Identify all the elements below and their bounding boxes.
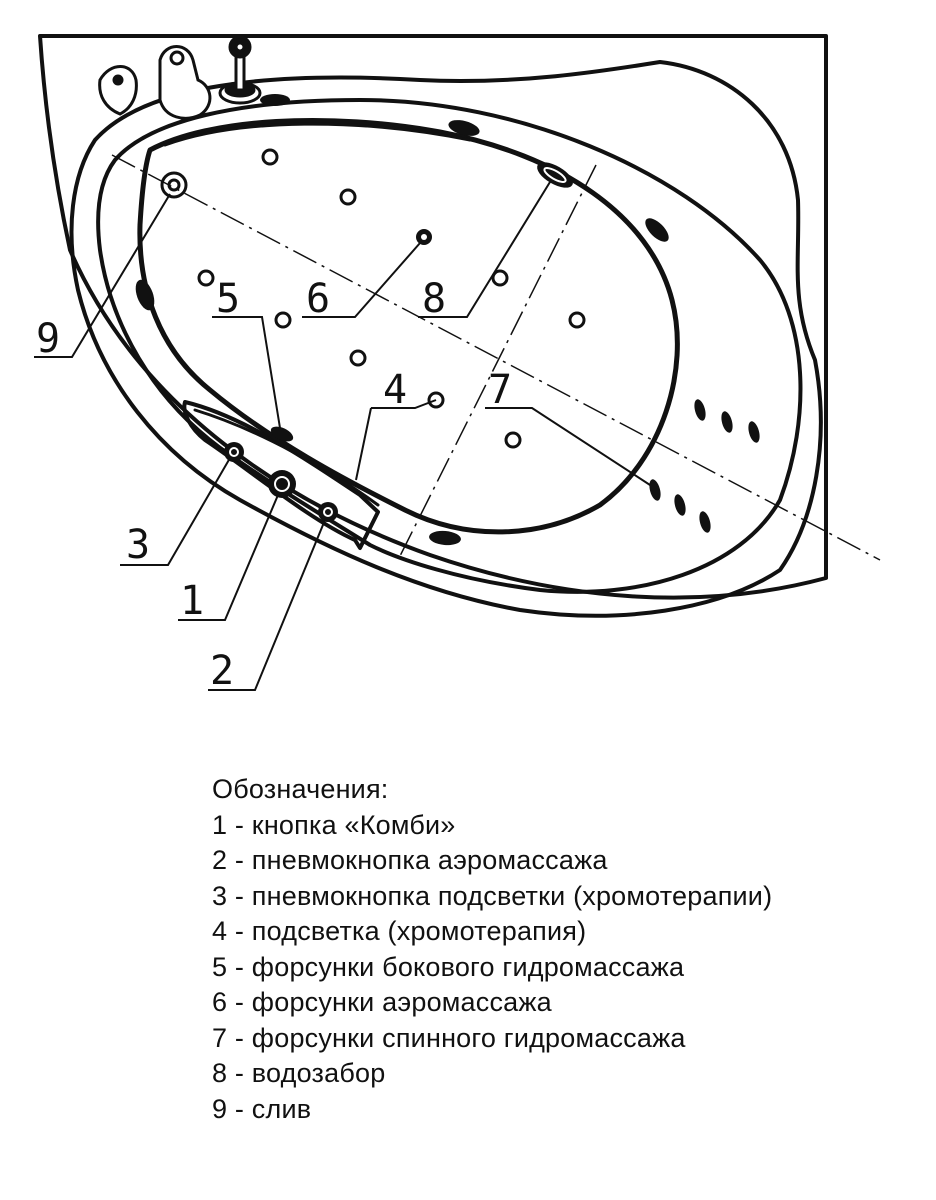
leader-5: [212, 317, 280, 428]
air-jet: [506, 433, 520, 447]
legend: [212, 772, 772, 1127]
back-jet: [647, 478, 662, 502]
callout-2: 2: [210, 648, 235, 694]
callout-5: 5: [216, 276, 241, 322]
rim-slot: [428, 530, 461, 547]
air-jet: [199, 271, 213, 285]
back-jet: [719, 410, 734, 434]
center-line-cross: [398, 165, 596, 560]
callout-1: 1: [180, 578, 205, 624]
callout-4: 4: [383, 367, 408, 413]
callout-6: 6: [306, 276, 331, 322]
faucet-spout-icon: [160, 47, 210, 119]
combi-button: [268, 470, 296, 498]
bathtub-inner-rim: [98, 100, 800, 592]
shower-holder-icon: [220, 37, 260, 103]
legend-item: 2 - пневмокнопка аэромассажа: [212, 845, 608, 875]
air-jet: [263, 150, 277, 164]
legend-item: 9 - слив: [212, 1093, 312, 1124]
legend-item: 6 - форсунки аэромассажа: [212, 987, 552, 1017]
air-jet: [341, 190, 355, 204]
aeromassage-button: [318, 502, 338, 522]
faucet-handle-icon: [100, 67, 137, 115]
callout-7: 7: [488, 367, 513, 413]
legend-item: 8 - водозабор: [212, 1058, 386, 1088]
callout-9: 9: [36, 316, 61, 362]
back-jet: [746, 420, 761, 444]
back-jet: [697, 510, 712, 534]
back-jet: [672, 493, 687, 517]
legend-item: 4 - подсветка (хромотерапия): [212, 916, 587, 946]
air-jet: [570, 313, 584, 327]
leader-4-down: [356, 408, 371, 480]
chromotherapy-button: [224, 442, 244, 462]
legend-item: 5 - форсунки бокового гидромассажа: [212, 951, 685, 982]
bathtub-bowl: [140, 120, 678, 531]
callout-3: 3: [126, 522, 151, 568]
air-jet: [351, 351, 365, 365]
center-line-long: [112, 155, 880, 560]
air-jet: [276, 313, 290, 327]
legend-item: 1 - кнопка «Комби»: [212, 809, 456, 840]
drain-icon: [162, 173, 186, 197]
legend-item: 7 - форсунки спинного гидромассажа: [212, 1022, 686, 1053]
legend-item: 3 - пневмокнопка подсветки (хромотерапии): [212, 880, 773, 911]
back-jet: [692, 398, 707, 422]
legend-title: Обозначения:: [212, 774, 389, 804]
callout-8: 8: [422, 276, 447, 322]
